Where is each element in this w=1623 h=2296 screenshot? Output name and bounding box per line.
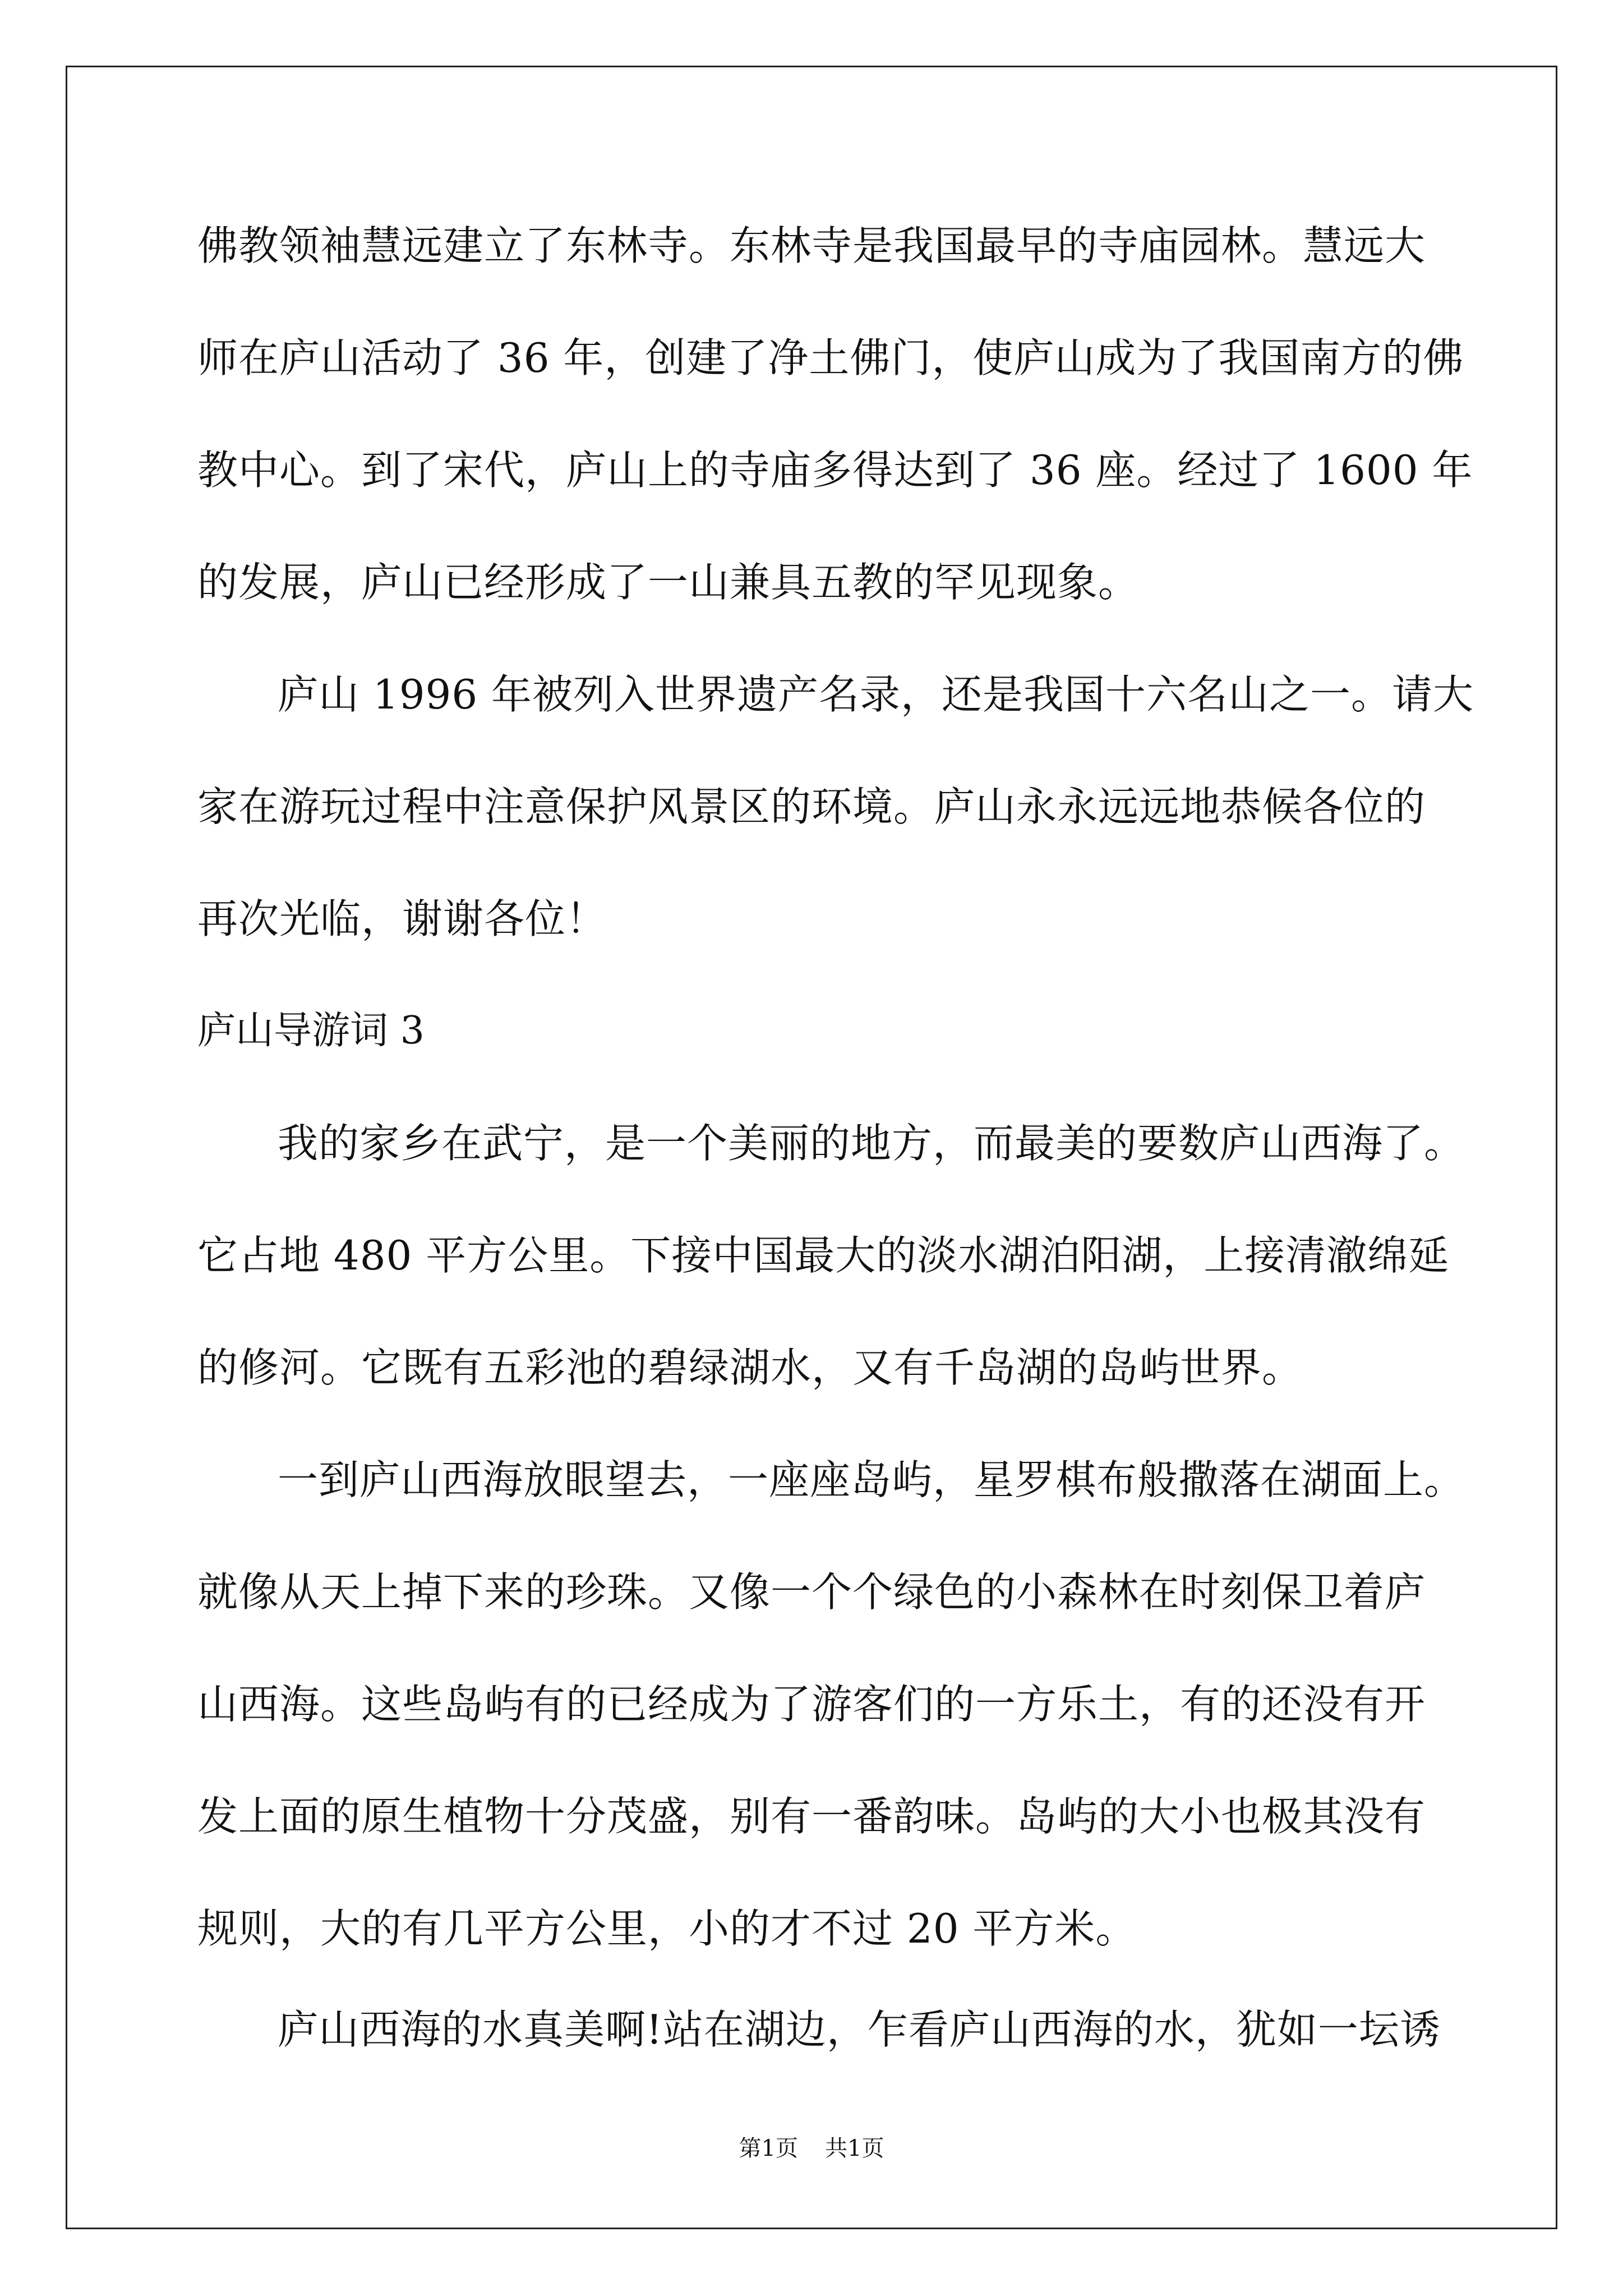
text-line: 山西海。这些岛屿有的已经成为了游客们的一方乐土，有的还没有开 <box>197 1681 1426 1728</box>
text-line: 发上面的原生植物十分茂盛，别有一番韵味。岛屿的大小也极其没有 <box>197 1793 1426 1840</box>
page-number: 第1页 <box>739 2136 798 2161</box>
text-line: 规则，大的有几平方公里，小的才不过 20 平方米。 <box>197 1905 1137 1952</box>
page-total: 共1页 <box>825 2136 884 2161</box>
page-footer <box>0 2132 1623 2165</box>
section-heading: 庐山导游词 3 <box>197 1009 425 1053</box>
text-line: 我的家乡在武宁，是一个美丽的地方，而最美的要数庐山西海了。 <box>278 1120 1465 1167</box>
text-line: 的修河。它既有五彩池的碧绿湖水，又有千岛湖的岛屿世界。 <box>197 1344 1303 1391</box>
text-line: 佛教领袖慧远建立了东林寺。东林寺是我国最早的寺庙园林。慧远大 <box>197 222 1426 269</box>
text-line: 师在庐山活动了 36 年，创建了净土佛门，使庐山成为了我国南方的佛 <box>197 334 1464 381</box>
text-line: 教中心。到了宋代，庐山上的寺庙多得达到了 36 座。经过了 1600 年 <box>197 447 1473 494</box>
text-line: 就像从天上掉下来的珍珠。又像一个个绿色的小森林在时刻保卫着庐 <box>197 1568 1426 1616</box>
text-line: 庐山 1996 年被列入世界遗产名录，还是我国十六名山之一。请大 <box>278 671 1474 718</box>
text-line: 的发展，庐山已经形成了一山兼具五教的罕见现象。 <box>197 559 1140 606</box>
text-line: 再次光临，谢谢各位！ <box>197 895 607 942</box>
text-line: 家在游玩过程中注意保护风景区的环境。庐山永永远远地恭候各位的 <box>197 783 1426 830</box>
text-line: 庐山西海的水真美啊!站在湖边，乍看庐山西海的水，犹如一坛诱 <box>278 2006 1441 2053</box>
text-line: 它占地 480 平方公里。下接中国最大的淡水湖泊阳湖，上接清澈绵延 <box>197 1232 1450 1279</box>
text-line: 一到庐山西海放眼望去，一座座岛屿，星罗棋布般撒落在湖面上。 <box>278 1456 1465 1503</box>
